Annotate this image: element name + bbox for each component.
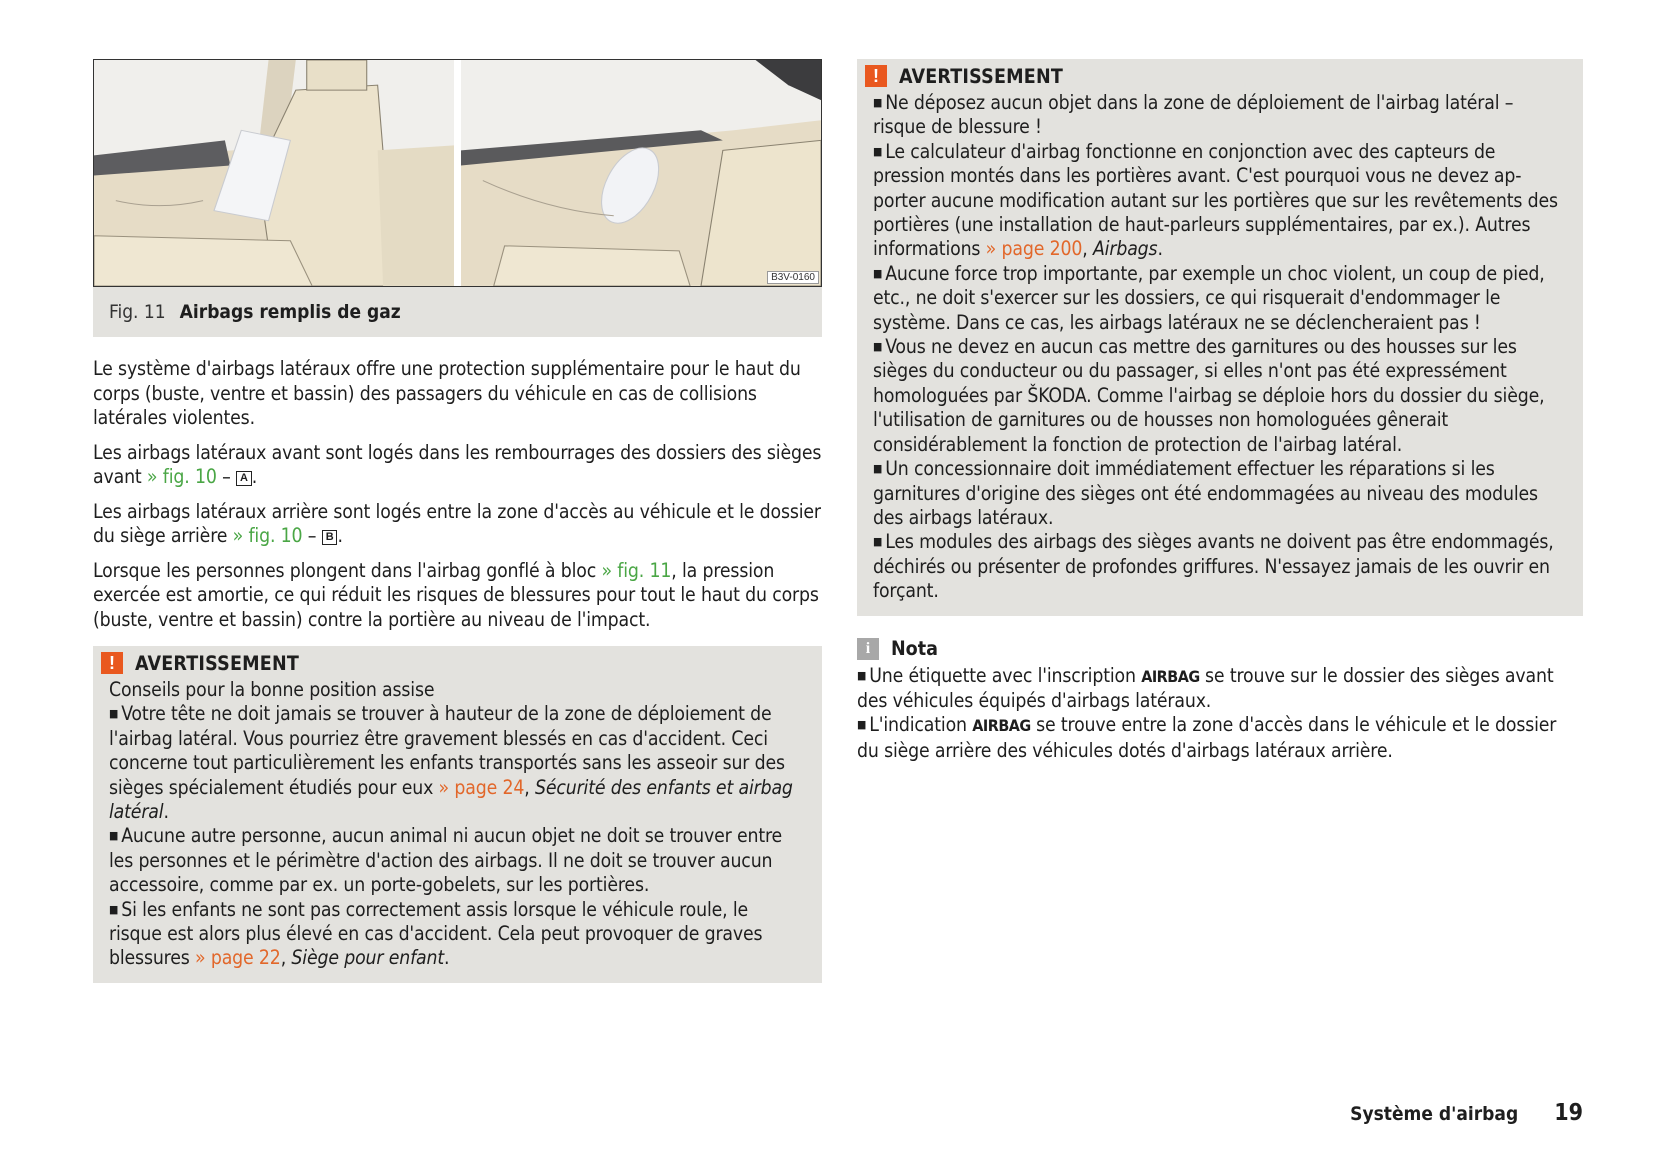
- front-seat-airbag-illustration: [94, 60, 454, 286]
- info-icon: i: [857, 638, 879, 660]
- warning-box-airbag: [857, 59, 1583, 616]
- figure-title: Airbags remplis de gaz: [179, 301, 401, 323]
- paragraph-intro: Le système d'airbags latéraux offre une protection supplémentaire pour le haut du corps (buste, ventre et bassin) des passagers du véhicule en cas de collisions latérales violentes.: [93, 357, 801, 429]
- warning-title: AVERTISSEMENT: [899, 64, 1064, 88]
- figure-number: Fig. 11: [109, 301, 166, 323]
- rear-seat-airbag-illustration: [461, 60, 821, 286]
- label-b: B: [322, 530, 338, 545]
- note-item: ■ Une étiquette avec l'inscription AIRBAG se trouve sur le dossier des sièges avant des véhicules équipés d'airbags latéraux.: [857, 664, 1583, 714]
- warning-item: ■ Si les enfants ne sont pas correctement assis lorsque le véhicule roule, le risque est alors plus élevé en cas d'accident. Cela peut provoquer de graves blessures » page 22, Siège pour enfant.: [109, 898, 806, 971]
- left-column: [93, 59, 822, 983]
- page-number: 19: [1554, 1100, 1583, 1126]
- warning-item: ■ Vous ne devez en aucun cas mettre des garnitures ou des housses sur les sièges du conducteur ou du passager, si elles n'ont pas été expressément homologuées par ŠKODA. Comme l'airbag se déploie hors du dossier du siège, l'utilisation de garnitures ou de housses non homologuées gênerait considérablement la fonction de protection de l'airbag latéral.: [873, 335, 1567, 457]
- warning-icon: !: [865, 65, 887, 87]
- page-22-link[interactable]: » page 22: [195, 946, 281, 970]
- warning-item: ■ Un concessionnaire doit immédiatement effectuer les réparations si les garnitures d'origine des sièges ont été endommagées au niveau des modules des airbags latéraux.: [873, 457, 1567, 530]
- warning-item: ■ Aucune autre personne, aucun animal ni aucun objet ne doit se trouver entre les personnes et le périmètre d'action des airbags. Il ne doit se trouver aucun accessoire, comme par ex. un porte-gobelets, sur les portières.: [109, 824, 806, 897]
- paragraph-rear-airbags: Les airbags latéraux arrière sont logés entre la zone d'accès au véhicule et le dossier du siège arrière » fig. 10 – B .: [93, 499, 821, 547]
- note-box: [857, 636, 1583, 764]
- page-24-link[interactable]: » page 24: [438, 775, 525, 799]
- figure-11: [93, 59, 822, 337]
- note-title: Nota: [891, 637, 938, 661]
- figure-caption: [93, 287, 822, 337]
- paragraph-impact: Lorsque les personnes plongent dans l'airbag gonflé à bloc » fig. 11, la pression exercée est amortie, ce qui réduit les risques de blessures pour tout le haut du corps (buste, ventre et bassin) contre la portière au niveau de l'impact.: [93, 558, 819, 631]
- label-a: A: [236, 471, 252, 486]
- warning-item: ■ Aucune force trop importante, par exemple un choc violent, un coup de pied, etc., ne doit s'exercer sur les dossiers, ce qui risquerait d'endommager le système. Dans ce cas, les airbags latéraux ne se déclencheraient pas !: [873, 262, 1567, 335]
- warning-intro: Conseils pour la bonne position assise: [109, 678, 435, 701]
- warning-box-seating: [93, 646, 822, 983]
- fig-10-link[interactable]: » fig. 10: [232, 524, 303, 547]
- note-item: ■ L'indication AIRBAG se trouve entre la zone d'accès dans le véhicule et le dossier du siège arrière des véhicules dotés d'airbags latéraux arrière.: [857, 713, 1583, 763]
- airbag-label-mark: AIRBAG: [972, 716, 1031, 736]
- fig-11-link[interactable]: » fig. 11: [601, 558, 672, 582]
- page-footer: [1300, 1100, 1583, 1126]
- figure-image: [93, 59, 822, 287]
- warning-item: ■ Votre tête ne doit jamais se trouver à hauteur de la zone de déploiement de l'airbag latéral. Vous pourriez être gravement blessés en cas d'accident. Ceci concerne tout particulièrement les enfants transportés sans les asseoir sur des sièges spécialement étudiés pour eux » page 24, Sécurité des enfants et airbag latéral.: [109, 702, 806, 824]
- airbag-label-mark: AIRBAG: [1141, 666, 1200, 686]
- page-200-link[interactable]: » page 200: [985, 237, 1083, 261]
- right-column: [857, 59, 1583, 763]
- warning-item: ■ Ne déposez aucun objet dans la zone de déploiement de l'airbag latéral – risque de blessure !: [873, 91, 1567, 140]
- paragraph-front-airbags: Les airbags latéraux avant sont logés dans les rembourrages des dossiers des sièges avant » fig. 10 – A .: [93, 440, 822, 488]
- fig-10-link[interactable]: » fig. 10: [146, 465, 217, 488]
- section-title: Système d'airbag: [1350, 1103, 1519, 1125]
- warning-item: ■ Le calculateur d'airbag fonctionne en conjonction avec des capteurs de pression montés dans les portières avant. C'est pourquoi vous ne devez apporter aucune modification autant sur les portières que sur les revêtements des portières (une installation de haut-parleurs supplémentaires, par ex.). Autres informations » page 200, Airbags.: [873, 140, 1567, 262]
- warning-title: AVERTISSEMENT: [135, 651, 300, 675]
- warning-item: ■ Les modules des airbags des sièges avants ne doivent pas être endommagés, déchirés ou présenter de profondes griffures. N'essayez jamais de les ouvrir en forçant.: [873, 530, 1567, 603]
- figure-code: B3V-0160: [767, 271, 819, 284]
- warning-icon: !: [101, 652, 123, 674]
